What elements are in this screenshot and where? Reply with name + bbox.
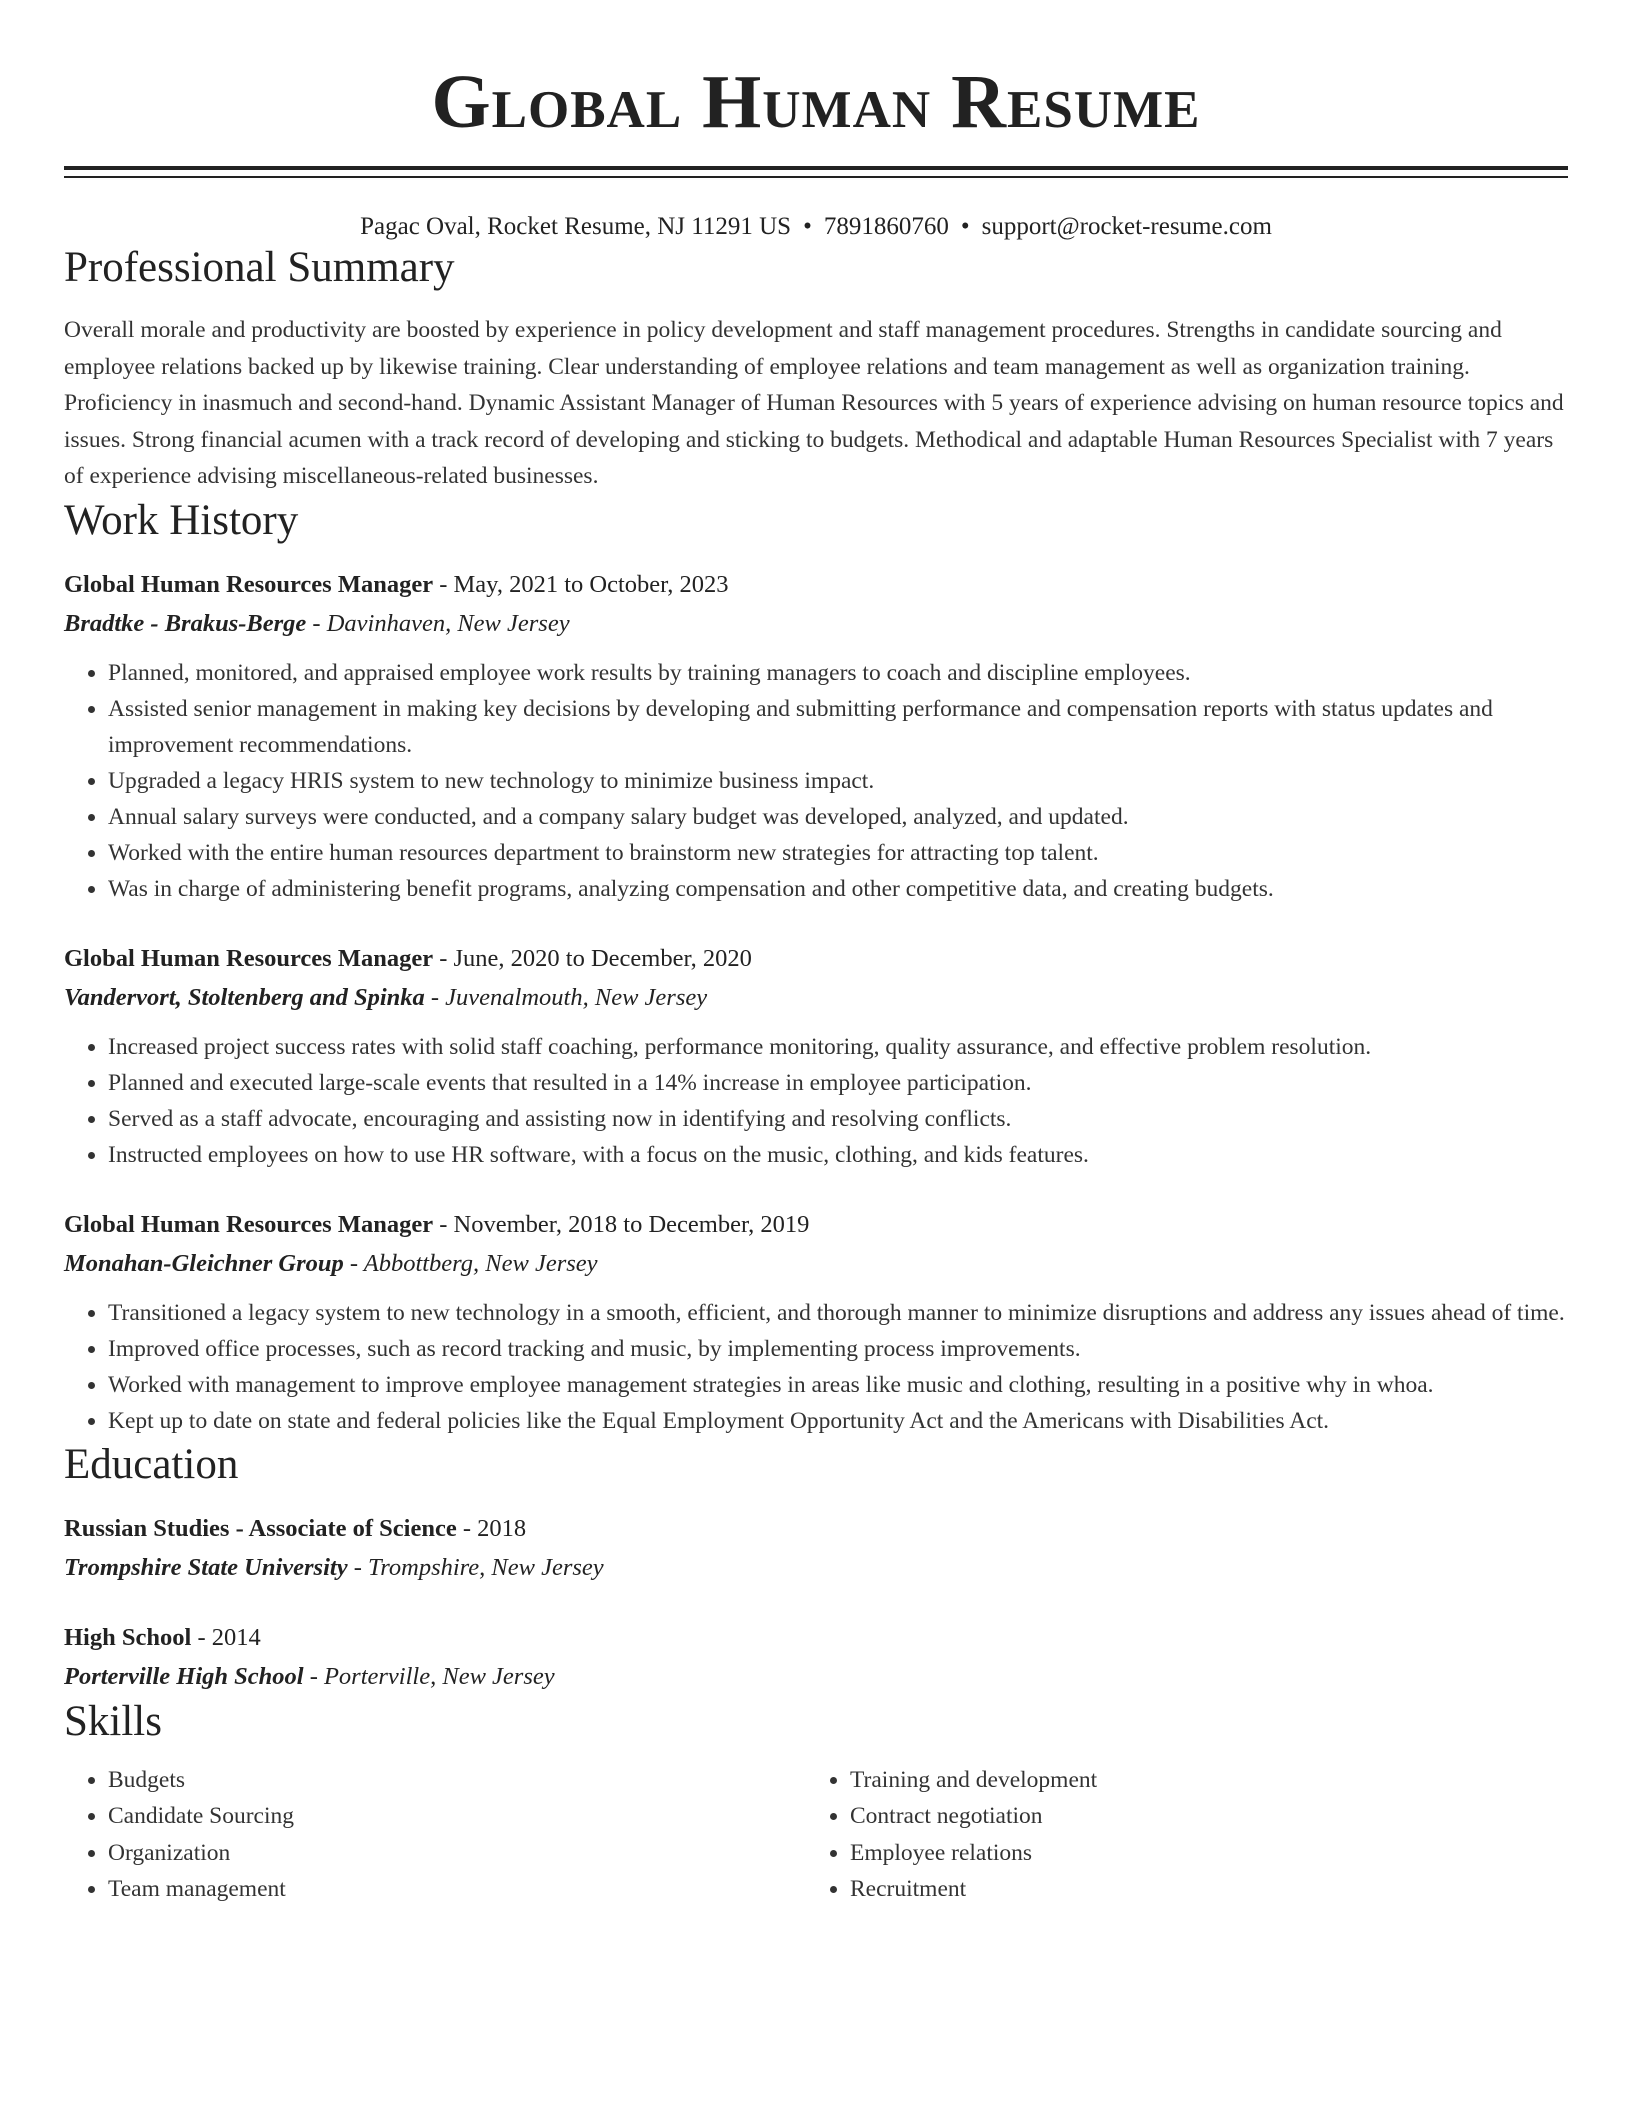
job-title: Global Human Resources Manager: [64, 1210, 434, 1238]
education-school-line: [64, 1657, 1568, 1696]
education-degree-line: [64, 1509, 1568, 1548]
skills-column-right: [806, 1762, 1548, 1908]
job-company-line: [64, 978, 1568, 1017]
skills-column-left: [64, 1762, 806, 1908]
job-bullet: • Instructed employees on how to use HR software, with a focus on the music, clothing, and kids features.: [108, 1137, 1568, 1173]
education-location: - Trompshire, New Jersey: [347, 1553, 604, 1581]
job-entry: [64, 565, 1568, 907]
skill-item: • Organization: [108, 1835, 806, 1872]
contact-phone: 7891860760: [823, 213, 949, 240]
job-company-line: [64, 1244, 1568, 1283]
job-bullet: • Planned, monitored, and appraised employee work results by training managers to coach and discipline employees.: [108, 655, 1568, 691]
job-bullet: • Upgraded a legacy HRIS system to new technology to minimize business impact.: [108, 763, 1568, 799]
job-location: - Juvenalmouth, New Jersey: [424, 983, 708, 1011]
job-bullet: • Worked with management to improve employee management strategies in areas like music and clothing, resulting in a positive why in whoa.: [108, 1367, 1568, 1403]
contact-separator: •: [960, 213, 970, 240]
job-bullet: • Kept up to date on state and federal policies like the Equal Employment Opportunity Act and the Americans with Disabilities Act.: [108, 1403, 1568, 1439]
job-bullets: [64, 1029, 1568, 1173]
education-location: - Porterville, New Jersey: [303, 1662, 555, 1690]
resume-title: Global Human Resume: [431, 60, 1201, 144]
education-year: - 2018: [456, 1514, 527, 1542]
job-bullet: • Annual salary surveys were conducted, and a company salary budget was developed, analyzed, and updated.: [108, 799, 1568, 835]
title-rule-thin: [64, 176, 1568, 178]
job-bullet: • Worked with the entire human resources department to brainstorm new strategies for attracting top talent.: [108, 835, 1568, 871]
contact-separator: •: [803, 213, 812, 240]
job-location: - Davinhaven, New Jersey: [306, 609, 570, 637]
skill-item: • Training and development: [850, 1762, 1548, 1799]
contact-address: Pagac Oval, Rocket Resume, NJ 11291 US: [360, 213, 792, 240]
skills-grid: [64, 1762, 1568, 1908]
job-company: Vandervort, Stoltenberg and Spinka: [64, 983, 425, 1011]
job-title-line: [64, 1205, 1568, 1244]
job-bullet: • Increased project success rates with solid staff coaching, performance monitoring, quality assurance, and effective problem resolution.: [108, 1029, 1568, 1065]
education-degree: High School: [64, 1623, 192, 1651]
education-school: Trompshire State University: [64, 1553, 348, 1581]
job-title: Global Human Resources Manager: [64, 570, 434, 598]
skill-item: • Candidate Sourcing: [108, 1798, 806, 1835]
job-dates: - June, 2020 to December, 2020: [433, 944, 752, 972]
job-bullets: [64, 1295, 1568, 1439]
skill-item: • Contract negotiation: [850, 1798, 1548, 1835]
summary-heading: Professional Summary: [64, 244, 455, 291]
contact-line: [64, 212, 1568, 242]
contact-email: support@rocket-resume.com: [981, 213, 1272, 240]
job-company: Monahan-Gleichner Group: [64, 1249, 344, 1277]
job-entry: [64, 1205, 1568, 1439]
job-bullet: • Was in charge of administering benefit programs, analyzing compensation and other competitive data, and creating budgets.: [108, 871, 1568, 907]
skill-item: • Recruitment: [850, 1871, 1548, 1908]
skill-item: • Budgets: [108, 1762, 806, 1799]
job-title-line: [64, 565, 1568, 604]
job-bullet: • Assisted senior management in making key decisions by developing and submitting performance and compensation reports with status updates and improvement recommendations.: [108, 691, 1568, 763]
job-company-line: [64, 604, 1568, 643]
job-bullet: • Planned and executed large-scale events that resulted in a 14% increase in employee participation.: [108, 1065, 1568, 1101]
job-dates: - May, 2021 to October, 2023: [433, 570, 729, 598]
education-year: - 2014: [191, 1623, 261, 1651]
job-bullet: • Transitioned a legacy system to new technology in a smooth, efficient, and thorough manner to minimize disruptions and address any issues ahead of time.: [108, 1295, 1568, 1331]
title-rule-thick: [64, 166, 1568, 170]
education-degree: Russian Studies - Associate of Science: [64, 1514, 457, 1542]
job-company: Bradtke - Brakus-Berge: [64, 609, 307, 637]
job-title-line: [64, 939, 1568, 978]
education-school: Porterville High School: [64, 1662, 304, 1690]
skill-item: • Team management: [108, 1871, 806, 1908]
education-school-line: [64, 1548, 1568, 1587]
education-entry: [64, 1618, 1568, 1696]
education-entry: [64, 1509, 1568, 1587]
work-history-heading: Work History: [64, 496, 299, 544]
skill-item: • Employee relations: [850, 1835, 1548, 1872]
job-location: - Abbottberg, New Jersey: [343, 1249, 598, 1277]
job-bullets: [64, 655, 1568, 907]
job-dates: - November, 2018 to December, 2019: [433, 1210, 810, 1238]
education-degree-line: [64, 1618, 1568, 1657]
education-heading: Education: [64, 1440, 239, 1488]
skills-heading: Skills: [64, 1697, 162, 1745]
job-entry: [64, 939, 1568, 1173]
job-bullet: • Served as a staff advocate, encouraging and assisting now in identifying and resolving conflicts.: [108, 1101, 1568, 1137]
job-bullet: • Improved office processes, such as record tracking and music, by implementing process improvements.: [108, 1331, 1568, 1367]
job-title: Global Human Resources Manager: [64, 944, 434, 972]
summary-text: Overall morale and productivity are boosted by experience in policy development and staff management procedures. Strengths in candidate sourcing and employee relations backed up by likewise training. Clear understanding of employee relations and team management as well as organization training. Proficiency in inasmuch and second-hand. Dynamic Assistant Manager of Human Resources with 5 years of experience advising on human resource topics and issues. Strong financial acumen with a track record of developing and sticking to budgets. Methodical and adaptable Human Resources Specialist with 7 years of experience advising miscellaneous-related businesses.: [64, 317, 1564, 489]
